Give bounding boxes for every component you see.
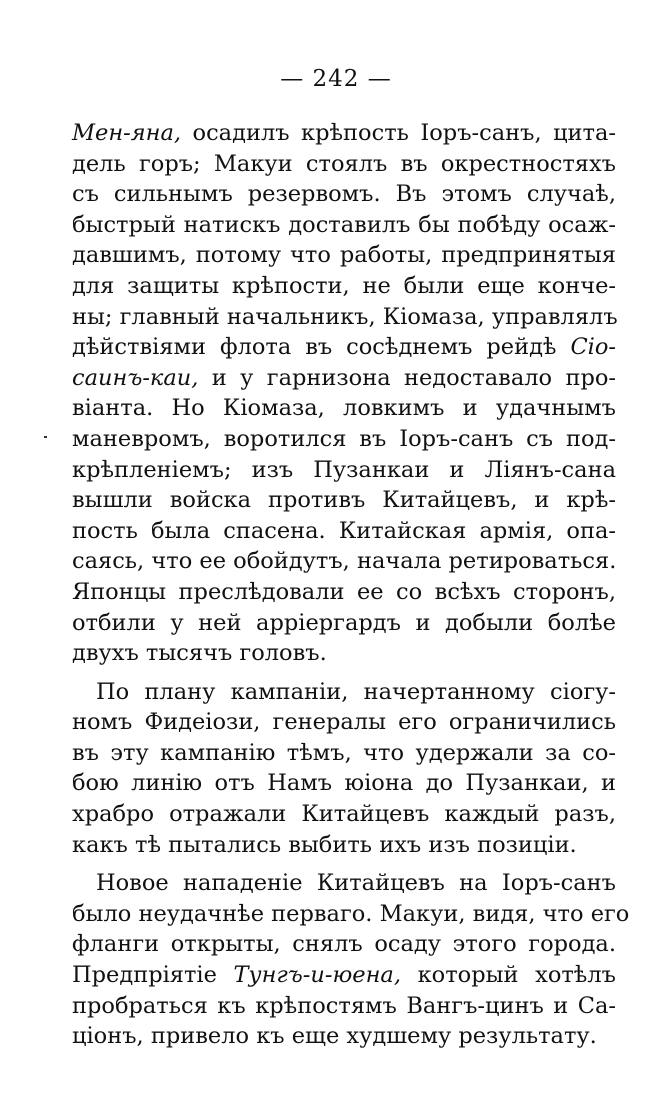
text-line: [72, 363, 616, 394]
text-line: [72, 332, 616, 363]
text-segment: бою линію отъ Намъ юіона до Пузанкаи, и: [72, 770, 616, 797]
text-segment: маневромъ, воротился въ Іоръ-санъ съ под-: [72, 425, 616, 452]
italic-segment: Мен-яна,: [72, 120, 182, 146]
text-segment: для защиты крѣпости, не были еще конче-: [72, 272, 616, 299]
text-segment: Новое нападеніе Китайцевъ на Іоръ-санъ: [96, 870, 616, 897]
text-segment: дѣйствіями флота въ сосѣднемъ рейдѣ: [72, 334, 571, 361]
text-segment: съ сильнымъ резервомъ. Въ этомъ случаѣ,: [72, 181, 616, 208]
text-line: [72, 393, 616, 424]
text-line: [72, 991, 616, 1022]
italic-segment: Сіо-: [570, 334, 616, 361]
text-segment: пробраться къ крѣпостямъ Вангъ-цинъ и Са-: [72, 992, 616, 1019]
text-segment: и у гарнизона недоставало про-: [198, 364, 616, 391]
text-line: [72, 608, 616, 639]
italic-segment: саинъ-каи,: [72, 364, 199, 391]
text-line: [72, 768, 616, 799]
text-line: [72, 577, 616, 608]
text-line: [72, 455, 616, 486]
paragraph: [72, 868, 630, 1052]
paragraph-gap: [72, 860, 616, 868]
text-line: [72, 118, 616, 149]
text-line: [72, 929, 616, 960]
text-segment: давшимъ, потому что работы, предпринятыя: [72, 242, 616, 269]
text-segment: По плану кампаніи, начертанному сіогу-: [96, 678, 616, 705]
text-line: [72, 638, 616, 669]
text-line: [72, 149, 616, 180]
text-segment: віанта. Но Кіомаза, ловкимъ и удачнымъ: [72, 395, 616, 422]
text-segment: ціонъ, привело къ еще худшему результату.: [72, 1023, 597, 1050]
italic-segment: Тунгъ-и-юена,: [233, 962, 402, 989]
text-line: [72, 302, 616, 333]
text-line: [72, 899, 630, 930]
paragraph: [72, 118, 616, 669]
text-segment: фланги открыты, снялъ осаду этого города.: [72, 931, 616, 958]
text-segment: пость была спасена. Китайская армія, опа-: [72, 517, 616, 544]
text-line: [72, 960, 616, 991]
text-segment: было неудачнѣе перваго. Макуи, видя, что его: [72, 900, 630, 927]
paragraph: [72, 677, 616, 861]
text-segment: двухъ тысячъ головъ.: [72, 640, 327, 667]
text-segment: дель горъ; Макуи стоялъ въ окрестностяхъ: [72, 150, 616, 177]
text-line: [72, 868, 616, 899]
text-line: [72, 179, 616, 210]
text-segment: осадилъ крѣпость Іоръ-санъ, цита-: [181, 120, 616, 146]
text-segment: крѣпленіемъ; изъ Пузанкаи и Ліянъ-сана: [72, 456, 616, 483]
text-segment: Предпріятіе: [72, 962, 234, 989]
ink-speck: [44, 436, 47, 438]
text-line: [72, 707, 616, 738]
text-segment: отбили у ней арріергардъ и добыли болѣе: [72, 609, 616, 636]
text-line: [72, 546, 616, 577]
text-line: [72, 271, 616, 302]
text-segment: саясь, что ее обойдутъ, начала ретироваться.: [72, 548, 617, 575]
text-segment: вышли войска противъ Китайцевъ, и крѣ-: [72, 487, 616, 514]
text-line: [72, 1021, 616, 1052]
body-text: [72, 118, 630, 1052]
text-segment: ны; главный начальникъ, Кіомаза, управлялъ: [72, 303, 618, 330]
text-line: [72, 738, 616, 769]
text-segment: быстрый натискъ доставилъ бы побѣду осаж-: [72, 211, 616, 238]
text-line: [72, 677, 616, 708]
text-segment: какъ тѣ пытались выбить ихъ изъ позиціи.: [72, 831, 577, 858]
paragraph-gap: [72, 669, 616, 677]
text-line: [72, 516, 616, 547]
text-line: [72, 240, 616, 271]
text-segment: номъ Фидеіози, генералы его ограничились: [72, 709, 616, 736]
text-line: [72, 424, 616, 455]
text-line: [72, 799, 616, 830]
text-segment: въ эту кампанію тѣмъ, что удержали за со-: [72, 739, 616, 766]
text-line: [72, 830, 616, 861]
text-segment: Японцы преслѣдовали ее со всѣхъ сторонъ,: [72, 578, 616, 605]
text-line: [72, 485, 616, 516]
text-segment: который хотѣлъ: [401, 962, 616, 989]
text-segment: храбро отражали Китайцевъ каждый разъ,: [72, 801, 616, 828]
text-line: [72, 210, 616, 241]
page-number: — 242 —: [280, 66, 392, 92]
